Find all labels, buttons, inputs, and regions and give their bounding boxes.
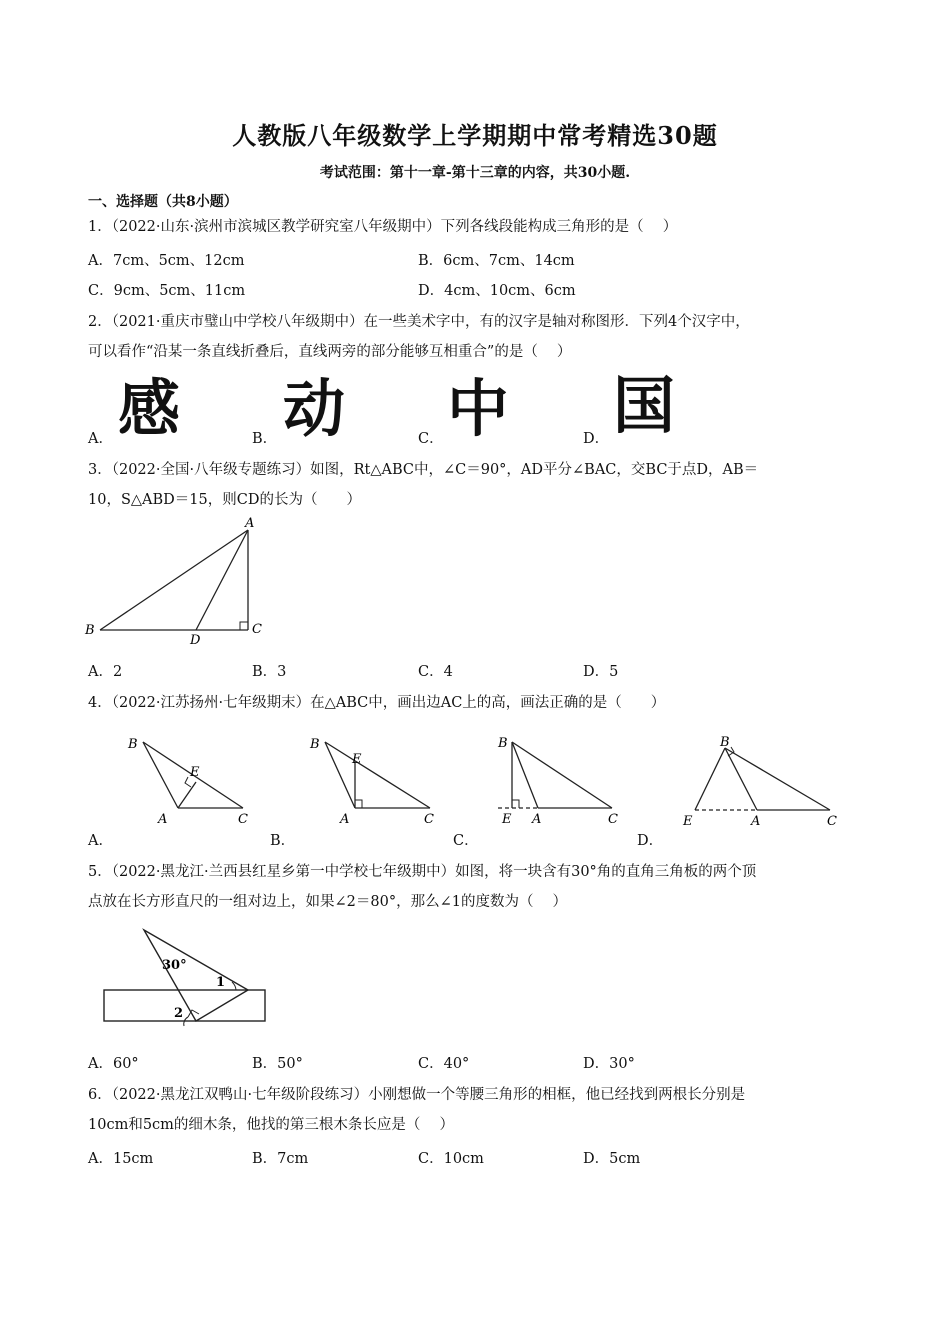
q5-set-square [144, 930, 248, 1021]
question-2-line-1: 2．（2021·重庆市璧山中学校八年级期中）在一些美术字中，有的汉字是轴对称图形．下列4个汉字中， [88, 314, 750, 330]
q3-label-b: B [85, 623, 95, 638]
page-subtitle: 考试范围：第十一章-第十三章的内容，共30小题. [319, 165, 631, 181]
q1-option-d: D．4cm、10cm、6cm [418, 283, 576, 299]
q4a-label-a: A [158, 812, 168, 827]
q4d-label-b: B [720, 735, 730, 750]
q4-figure-b [300, 730, 450, 830]
question-4-stem: 4．（2022·江苏扬州·七年级期末）在△ABC中，画出边AC上的高，画法正确的是（ ） [88, 695, 666, 711]
question-5-line-2: 点放在长方形直尺的一组对边上，如果∠2＝80°，那么∠1的度数为（ ） [88, 894, 568, 910]
q4-option-d: D． [637, 833, 664, 849]
question-3-line-1: 3．（2022·全国·八年级专题练习）如图，Rt△ABC中，∠C＝90°，AD平分∠BAC，交BC于点D，AB＝ [88, 462, 759, 478]
q3-right-angle-mark [240, 622, 248, 630]
q3-option-c: C．4 [418, 664, 453, 680]
q4d-label-a: A [751, 814, 761, 829]
q4d-height [695, 748, 725, 810]
q4c-label-e: E [502, 812, 512, 827]
q5-label-1: 1 [216, 975, 226, 990]
q2-char-d: 国 [613, 369, 676, 442]
q3-label-c: C [252, 622, 262, 637]
q4c-label-c: C [608, 812, 618, 827]
q3-option-a: A．2 [88, 664, 123, 680]
q5-label-2: 2 [174, 1006, 184, 1021]
q3-option-b: B．3 [252, 664, 287, 680]
q5-option-c: C．40° [418, 1056, 470, 1072]
q4a-height [178, 782, 196, 808]
q6-option-c: C．10cm [418, 1151, 484, 1167]
q5-option-a: A．60° [88, 1056, 139, 1072]
question-1-stem: 1．（2022·山东·滨州市滨城区教学研究室八年级期中）下列各线段能构成三角形的是（ ） [88, 219, 678, 235]
q2-option-b: B． [252, 431, 278, 447]
q5-angle-30-label: 30° [162, 958, 187, 973]
q3-label-d: D [190, 633, 201, 648]
q3-label-a: A [245, 516, 255, 531]
q4c-label-a: A [532, 812, 542, 827]
q1-option-c: C．9cm、5cm、11cm [88, 283, 246, 299]
q6-option-b: B．7cm [252, 1151, 309, 1167]
page-title: 人教版八年级数学上学期期中常考精选30题 [232, 121, 718, 150]
q5-ruler-figure [96, 922, 276, 1030]
section-heading: 一、选择题（共8小题） [88, 194, 238, 210]
q2-char-a: 感 [118, 372, 181, 445]
q4-figure-a [118, 730, 268, 830]
q4a-label-c: C [238, 812, 248, 827]
q4c-side-bc [512, 742, 612, 808]
q4-option-c: C． [453, 833, 479, 849]
q4-figure-c [490, 730, 640, 830]
q4b-label-b: B [310, 737, 320, 752]
q3-side-ab [100, 530, 248, 630]
q5-option-b: B．50° [252, 1056, 303, 1072]
q4-option-b: B． [270, 833, 296, 849]
question-6-line-1: 6．（2022·黑龙江双鸭山·七年级阶段练习）小刚想做一个等腰三角形的相框，他已经找到两根长分别是 [88, 1087, 746, 1103]
q4b-side-bc [325, 742, 430, 808]
q4d-label-e: E [683, 814, 693, 829]
q3-option-d: D．5 [583, 664, 619, 680]
q4c-label-b: B [498, 736, 508, 751]
q6-option-a: A．15cm [88, 1151, 154, 1167]
question-6-line-2: 10cm和5cm的细木条，他找的第三根木条长应是（ ） [88, 1117, 455, 1133]
q5-option-d: D．30° [583, 1056, 635, 1072]
q2-option-d: D． [583, 431, 610, 447]
question-2-line-2: 可以看作“沿某一条直线折叠后，直线两旁的部分能够互相重合”的是（ ） [88, 344, 572, 360]
q2-char-c: 中 [447, 372, 510, 445]
question-3-line-2: 10，S△ABD＝15，则CD的长为（ ） [88, 492, 361, 508]
q2-option-a: A． [88, 431, 113, 447]
q4b-label-c: C [424, 812, 434, 827]
q4-figure-d [675, 730, 845, 830]
q4-option-a: A． [88, 833, 113, 849]
q1-option-a: A．7cm、5cm、12cm [88, 253, 245, 269]
q6-option-d: D．5cm [583, 1151, 641, 1167]
q4b-label-a: A [340, 812, 350, 827]
question-5-line-1: 5．（2022·黑龙江·兰西县红星乡第一中学校七年级期中）如图，将一块含有30°角的直角三角板的两个顶 [88, 864, 757, 880]
q4a-side-ab [143, 742, 178, 808]
q3-triangle-figure [80, 512, 280, 650]
q4b-right-angle [355, 800, 362, 808]
q1-option-b: B．6cm、7cm、14cm [418, 253, 575, 269]
q4d-label-c: C [827, 814, 837, 829]
q2-char-b: 动 [283, 372, 346, 445]
q2-option-c: C． [418, 431, 444, 447]
q4a-label-b: B [128, 737, 138, 752]
q4c-right-angle [512, 800, 519, 808]
q4c-side-ab [512, 742, 538, 808]
q4a-label-e: E [190, 765, 200, 780]
q3-bisector-ad [196, 530, 248, 630]
q4b-label-e: E [352, 752, 362, 767]
